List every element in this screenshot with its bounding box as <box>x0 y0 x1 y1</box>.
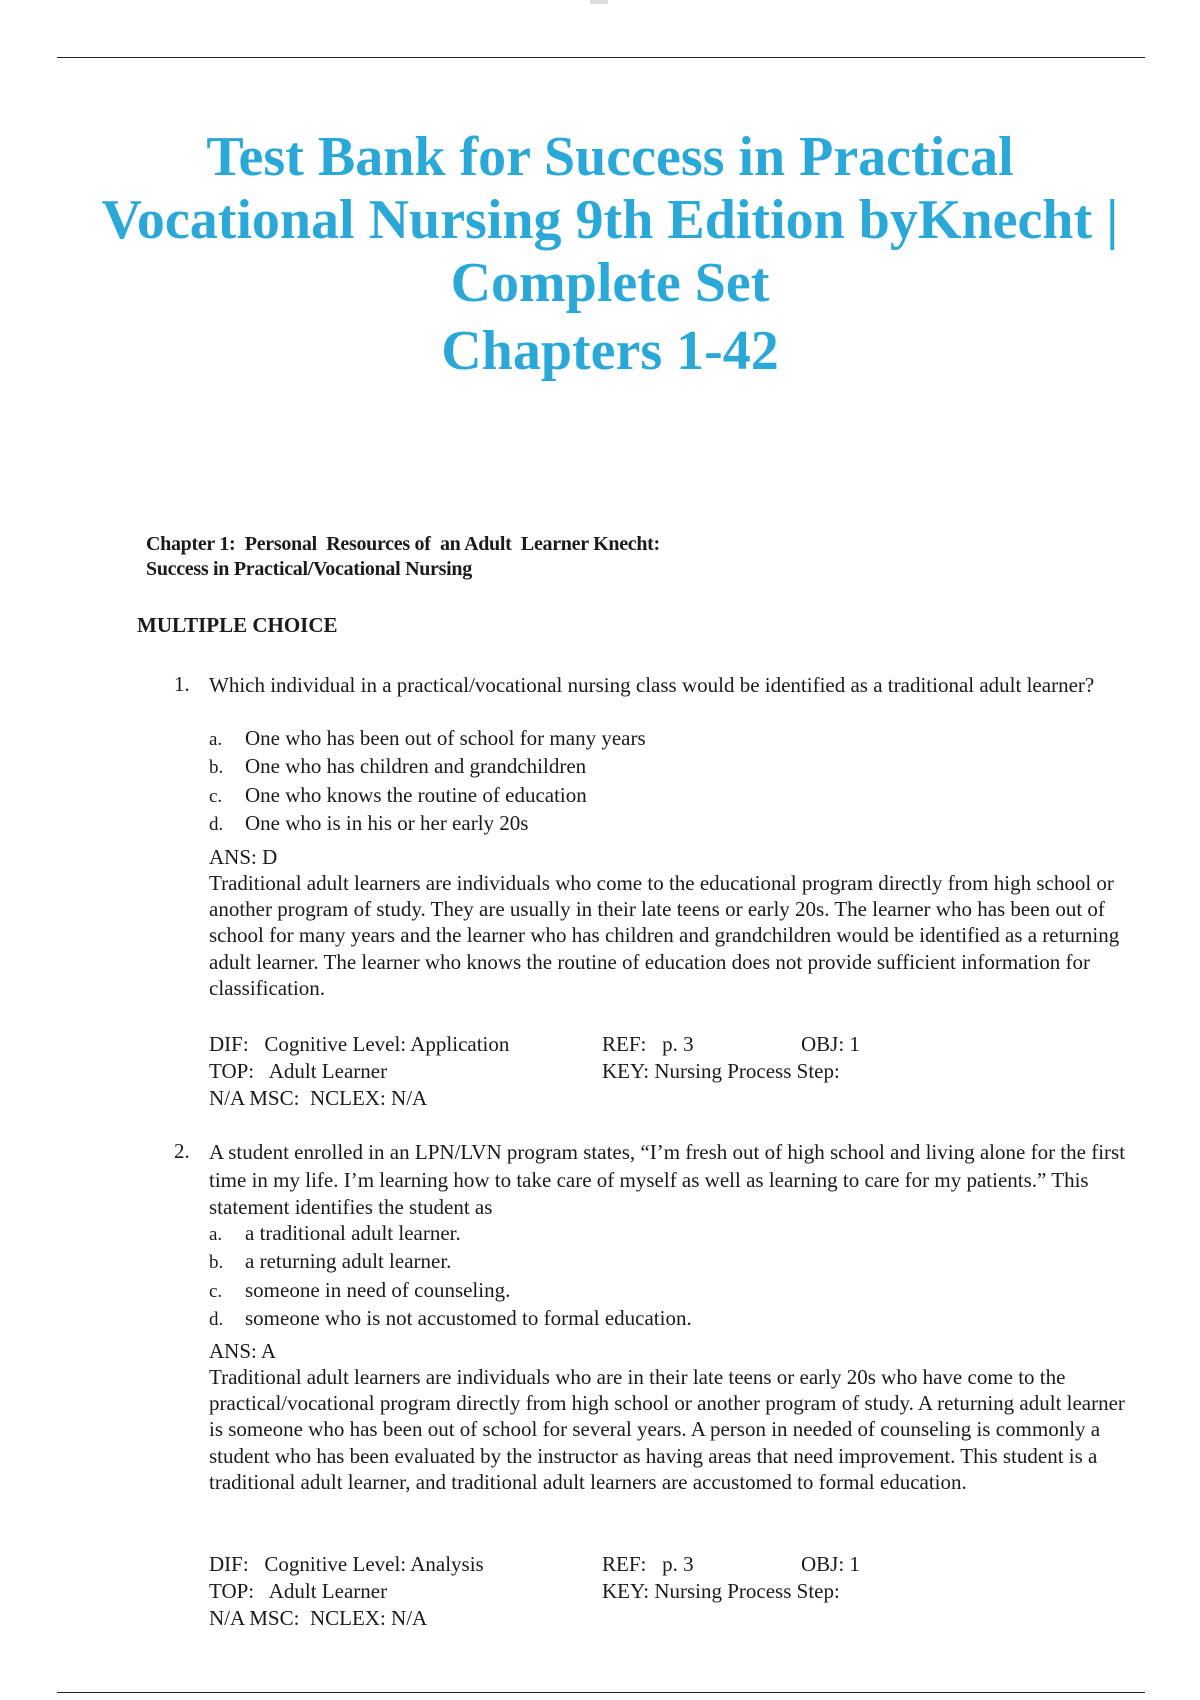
option-letter: c. <box>209 1280 223 1302</box>
top-rule <box>57 57 1145 58</box>
chapter-heading <box>146 532 660 582</box>
option-letter: d. <box>209 1308 224 1330</box>
option-a <box>209 1220 692 1248</box>
meta-dif: DIF: Cognitive Level: Application <box>209 1032 510 1056</box>
option-text: someone who is not accustomed to formal education. <box>245 1305 692 1330</box>
chapter-heading-line: Success in Practical/Vocational Nursing <box>146 558 472 580</box>
question-stem: A student enrolled in an LPN/LVN program states, “I’m fresh out of high school and living alone for the first time in my life. I’m learning how to take care of myself as well as learning to care for my patients.” This statement identifies the student as <box>209 1140 1126 1219</box>
meta-obj: OBJ: 1 <box>801 1552 860 1576</box>
option-text: One who knows the routine of education <box>245 782 587 807</box>
answer-key: ANS: A <box>209 1339 277 1363</box>
meta-msc: N/A MSC: NCLEX: N/A <box>209 1606 428 1630</box>
option-a <box>209 725 646 753</box>
option-letter: b. <box>209 757 224 779</box>
option-letter: a. <box>209 729 223 750</box>
meta-ref: REF: p. 3 <box>602 1552 694 1576</box>
section-heading: MULTIPLE CHOICE <box>137 613 338 637</box>
chapter-heading-line: Chapter 1: Personal Resources of an Adult Learner Knecht: <box>146 533 660 555</box>
bottom-rule <box>57 1692 1145 1693</box>
meta-obj: OBJ: 1 <box>801 1032 860 1056</box>
answer-options <box>209 725 646 838</box>
option-text: someone in need of counseling. <box>245 1277 511 1302</box>
title-line: Complete Set <box>450 252 770 314</box>
title-line: Test Bank for Success in Practical <box>206 126 1014 188</box>
answer-key: ANS: D <box>209 845 278 869</box>
question-number: 1. <box>174 672 190 696</box>
option-c <box>209 782 646 810</box>
meta-dif: DIF: Cognitive Level: Analysis <box>209 1552 484 1576</box>
option-letter: c. <box>209 785 223 807</box>
option-letter: d. <box>209 813 224 835</box>
option-c <box>209 1277 692 1305</box>
page-top-mark <box>590 0 608 4</box>
option-d <box>209 1305 692 1333</box>
title-chapters: Chapters 1-42 <box>441 320 779 382</box>
question-stem: Which individual in a practical/vocational nursing class would be identified as a traditional adult learner? <box>209 673 1095 697</box>
rationale: Traditional adult learners are individuals who are in their late teens or early 20s who have come to the practical/vocational program directly from high school or another program of study. A returning adult learner is someone who has been out of school for several years. A person in needed of counseling is commonly a student who has been evaluated by the instructor as having areas that need improvement. This student is a traditional adult learner, and traditional adult learners are accustomed to formal education. <box>209 1365 1125 1494</box>
option-d <box>209 810 646 838</box>
option-text: One who has been out of school for many years <box>245 726 646 750</box>
question-number: 2. <box>174 1139 190 1163</box>
option-b <box>209 1248 692 1276</box>
document-title <box>60 126 1160 383</box>
meta-key: KEY: Nursing Process Step: <box>602 1579 840 1603</box>
meta-top: TOP: Adult Learner <box>209 1059 388 1083</box>
option-text: a traditional adult learner. <box>245 1221 461 1245</box>
option-text: a returning adult learner. <box>245 1249 452 1274</box>
meta-msc: N/A MSC: NCLEX: N/A <box>209 1086 428 1110</box>
meta-key: KEY: Nursing Process Step: <box>602 1059 840 1083</box>
option-letter: a. <box>209 1224 223 1245</box>
rationale: Traditional adult learners are individuals who come to the educational program directly from high school or another program of study. They are usually in their late teens or early 20s. The learner who has been out of school for many years and the learner who has children and grandchildren would be identified as a returning adult learner. The learner who knows the routine of education does not provide sufficient information for classification. <box>209 871 1120 1000</box>
meta-top: TOP: Adult Learner <box>209 1579 388 1603</box>
option-b <box>209 753 646 781</box>
option-text: One who has children and grandchildren <box>245 754 587 779</box>
option-text: One who is in his or her early 20s <box>245 810 529 835</box>
answer-options <box>209 1220 692 1333</box>
meta-ref: REF: p. 3 <box>602 1032 694 1056</box>
option-letter: b. <box>209 1252 224 1274</box>
title-line: Vocational Nursing 9th Edition byKnecht | <box>101 189 1119 251</box>
